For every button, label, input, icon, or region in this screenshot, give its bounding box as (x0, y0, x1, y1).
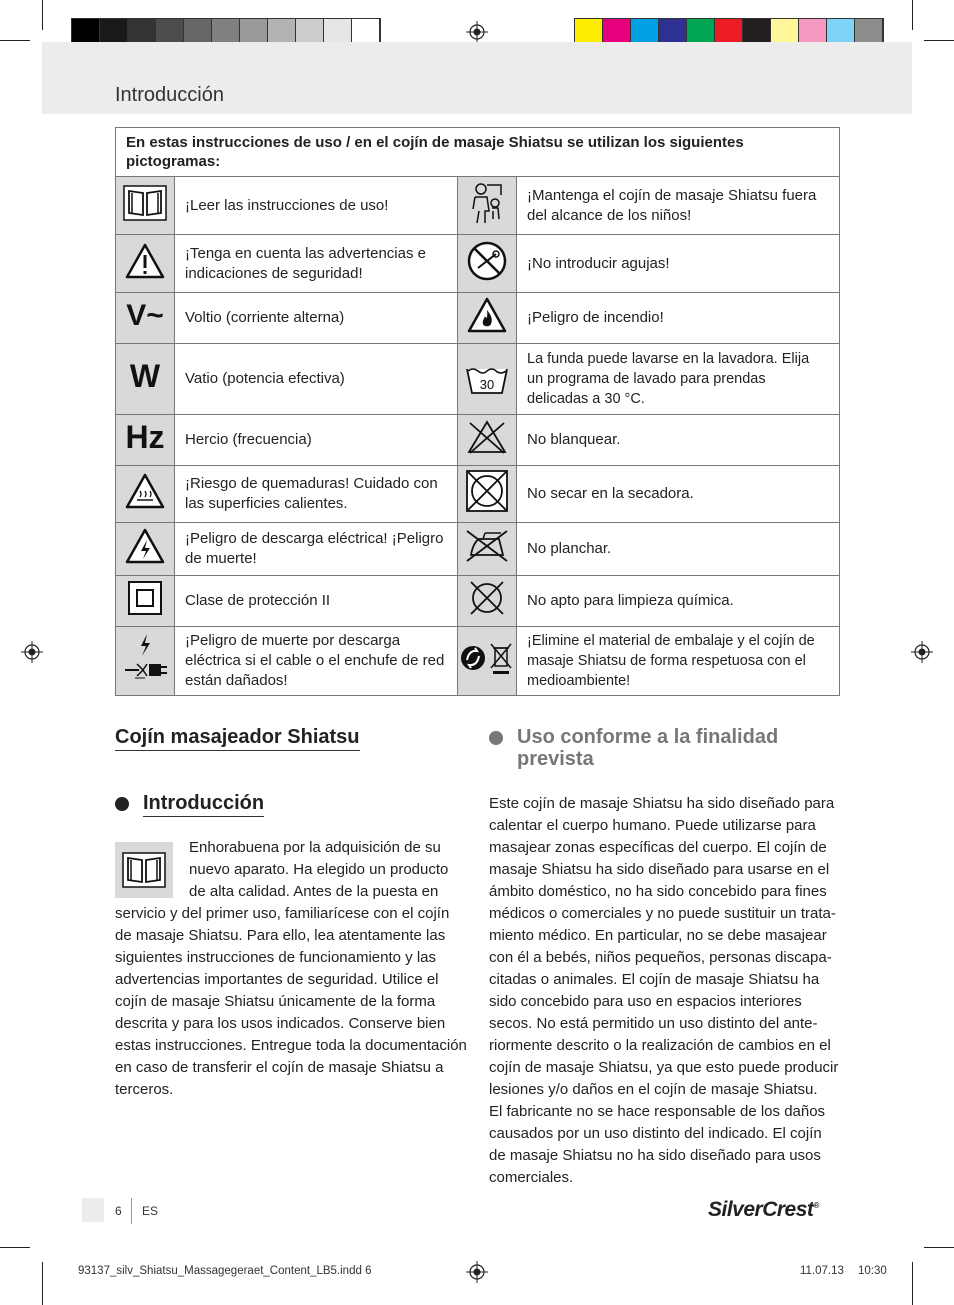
pictogram-description: ¡Leer las instrucciones de uso! (175, 177, 458, 235)
text-line: causados por un uso distinto del indicado. El cojín (489, 1125, 822, 1142)
text-line: ámbito doméstico, no ha sido concebido para fines (489, 883, 827, 900)
book-icon (115, 842, 173, 898)
footer-divider (131, 1198, 132, 1224)
page-number: 6 (115, 1204, 122, 1218)
text-line: estas instrucciones. Entregue toda la documentación (115, 1037, 467, 1054)
table-row (116, 293, 840, 344)
text-line: masaje Shiatsu ha sido diseñado para usarse en el (489, 861, 830, 878)
table-row (116, 415, 840, 466)
volt-symbol: V~ (126, 298, 164, 332)
table-row (116, 576, 840, 627)
text-line: de masaje Shiatsu no ha sido diseñado para usos (489, 1147, 821, 1164)
watt-symbol: W (129, 357, 161, 394)
registration-mark-icon (21, 641, 43, 663)
crop-mark (0, 40, 30, 41)
no-needles-icon (458, 235, 517, 293)
text-line: terceros. (115, 1081, 174, 1098)
pictogram-description: No planchar. (517, 523, 840, 576)
text-line: de masaje Shiatsu. Para ello, lea atentamente las (115, 927, 446, 944)
registration-mark-icon (466, 21, 488, 43)
bullet-icon (115, 797, 129, 811)
pictogram-description: ¡Peligro de descarga eléctrica! ¡Peligro de muerte! (175, 523, 458, 576)
language-code: ES (142, 1204, 159, 1218)
table-row (116, 627, 840, 696)
warning-icon (116, 235, 175, 293)
text-line: El fabricante no se hace responsable de los daños (489, 1103, 826, 1120)
pictogram-description: ¡Mantenga el cojín de masaje Shiatsu fuera del alcance de los niños! (517, 177, 840, 235)
print-time: 10:30 (858, 1265, 887, 1277)
recycle-icon (458, 627, 517, 696)
damaged-cable-icon (116, 627, 175, 696)
section-title-text: Cojín masajeador Shiatsu (115, 726, 360, 751)
crop-mark (924, 1247, 954, 1248)
text-line: Enhorabuena por la adquisición de su (189, 839, 441, 856)
text-line: miento médico. En particular, no se debe masajear (489, 927, 827, 944)
hot-surface-icon (116, 466, 175, 523)
table-row (116, 523, 840, 576)
no-iron-icon (458, 523, 517, 576)
crop-mark (0, 1247, 30, 1248)
hertz-symbol: Hz (125, 418, 165, 455)
table-row (116, 235, 840, 293)
electric-shock-icon (116, 523, 175, 576)
registration-mark-icon (466, 1261, 488, 1283)
text-line: cojín de masaje Shiatsu únicamente de la forma (115, 993, 436, 1010)
text-line: con él a bebés, niños pequeños, personas discapa- (489, 949, 832, 966)
text-line: en caso de transferir el cojín de masaje Shiatsu a (115, 1059, 444, 1076)
section-title-line: prevista (517, 748, 594, 770)
pictogram-description: ¡Riesgo de quemaduras! Cuidado con las superficies calientes. (175, 466, 458, 523)
section-title-line: Uso conforme a la finalidad (517, 726, 779, 748)
pictogram-description: No blanquear. (517, 415, 840, 466)
text-line: sido concebido para uso en espacios interiores (489, 993, 802, 1010)
pictogram-description: Hercio (frecuencia) (175, 415, 458, 466)
pictogram-description: ¡No introducir agujas! (517, 235, 840, 293)
child-icon (458, 177, 517, 235)
table-row (116, 344, 840, 415)
text-line: advertencias importantes de seguridad. Utilice el (115, 971, 439, 988)
crop-mark (912, 1262, 913, 1305)
crop-mark (924, 40, 954, 41)
text-line: comerciales. (489, 1169, 574, 1186)
pictogram-table (115, 127, 840, 696)
brand-logo (708, 1198, 819, 1222)
crop-mark (42, 1262, 43, 1305)
watt-icon (116, 344, 175, 415)
protection-class-2-icon (116, 576, 175, 627)
text-line: siguientes instrucciones de funcionamiento y las (115, 949, 437, 966)
subsection-title-text: Introducción (143, 792, 264, 817)
text-line: de alta calidad. Antes de la puesta en (189, 883, 439, 900)
pictogram-description: Voltio (corriente alterna) (175, 293, 458, 344)
no-dry-clean-icon (458, 576, 517, 627)
text-line: calentar el cuerpo humano. Puede utilizarse para (489, 817, 816, 834)
text-line: nuevo aparato. Ha elegido un producto (189, 861, 449, 878)
page-number-box (82, 1198, 104, 1222)
hertz-icon (116, 415, 175, 466)
section-title-intended-use (489, 726, 778, 770)
text-line: Este cojín de masaje Shiatsu ha sido diseñado para (489, 795, 835, 812)
text-line: descrita y para los usos indicados. Conserve bien (115, 1015, 446, 1032)
crop-mark (42, 0, 43, 30)
text-line: riormente descrito o la realización de cambios en el (489, 1037, 831, 1054)
table-header: En estas instrucciones de uso / en el cojín de masaje Shiatsu se utilizan los siguientes pictogramas: (116, 128, 840, 177)
pictogram-description: ¡Peligro de incendio! (517, 293, 840, 344)
brand-trademark: ® (813, 1201, 819, 1210)
book-icon (116, 177, 175, 235)
pictogram-description: ¡Tenga en cuenta las advertencias e indicaciones de seguridad! (175, 235, 458, 293)
subsection-title (115, 792, 264, 815)
page-title: Introducción (115, 84, 224, 106)
print-date: 11.07.13 (800, 1265, 844, 1277)
pictogram-description: La funda puede lavarse en la lavadora. Elija un programa de lavado para prendas delicadas a 30 °C. (517, 344, 840, 415)
text-line: servicio y del primer uso, familiarícese con el cojín (115, 905, 450, 922)
wash-temperature: 30 (479, 377, 495, 392)
text-line: secos. No está permitido un uso distinto del ante- (489, 1015, 818, 1032)
text-line: cojín de masaje Shiatsu, ya que esto puede producir (489, 1059, 839, 1076)
fire-warning-icon (458, 293, 517, 344)
pictogram-description: No secar en la secadora. (517, 466, 840, 523)
no-tumble-dry-icon (458, 466, 517, 523)
pictogram-description: No apto para limpieza química. (517, 576, 840, 627)
volt-icon (116, 293, 175, 344)
pictogram-description: Vatio (potencia efectiva) (175, 344, 458, 415)
bullet-icon (489, 731, 503, 745)
registration-mark-icon (911, 641, 933, 663)
crop-mark (912, 0, 913, 30)
brand-name: SilverCrest (708, 1198, 814, 1221)
no-bleach-icon (458, 415, 517, 466)
file-name: 93137_silv_Shiatsu_Massagegeraet_Content_LB5.indd 6 (78, 1265, 372, 1277)
text-line: médicos o comerciales y no puede sustituir un trata- (489, 905, 836, 922)
table-row (116, 466, 840, 523)
table-row (116, 177, 840, 235)
text-line: lesiones y/o daños en el cojín de masaje Shiatsu. (489, 1081, 818, 1098)
pictogram-description: Clase de protección II (175, 576, 458, 627)
section-title (115, 726, 360, 749)
text-line: citadas o animales. El cojín de masaje Shiatsu ha (489, 971, 820, 988)
pictogram-description: ¡Peligro de muerte por descarga eléctrica si el cable o el enchufe de red están dañados! (175, 627, 458, 696)
wash-30-icon (458, 344, 517, 415)
pictogram-description: ¡Elimine el material de embalaje y el cojín de masaje Shiatsu de forma respetuosa con el medioambiente! (517, 627, 840, 696)
text-line: masajear zonas específicas del cuerpo. El cojín de (489, 839, 827, 856)
